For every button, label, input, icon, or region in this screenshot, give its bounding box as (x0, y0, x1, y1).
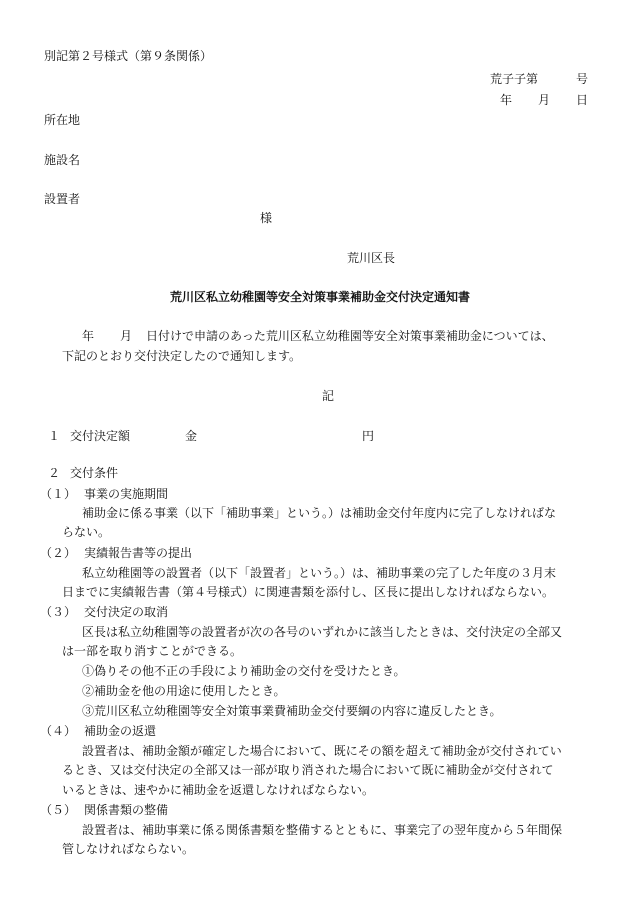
founder-label: 設置者 (44, 192, 81, 206)
condition-number: （２） (40, 546, 77, 560)
address-label: 所在地 (44, 113, 81, 127)
condition-text-line: 補助金に係る事業（以下「補助事業」という。）は補助金交付年度内に完了しなければな (82, 506, 557, 520)
section1-label: 交付決定額 (70, 429, 131, 443)
condition-text-line: らない。 (62, 525, 111, 539)
condition-title: 交付決定の取消 (84, 605, 169, 619)
date-month: 月 (538, 93, 551, 107)
condition-number: （４） (40, 724, 77, 738)
condition-text-line: るとき、又は交付決定の全部又は一部が取り消された場合において既に補助金が交付されて (62, 763, 554, 777)
ki-label: 記 (322, 389, 335, 403)
condition-text-line: 管しなければならない。 (62, 842, 195, 856)
document-title: 荒川区私立幼稚園等安全対策事業補助金交付決定通知書 (170, 290, 471, 304)
condition-text-line: 日までに実績報告書（第４号様式）に関連書類を添付し、区長に提出しなければならない。 (62, 585, 555, 599)
condition-number: （５） (40, 803, 77, 817)
condition-title: 関係書類の整備 (84, 803, 169, 817)
intro-year: 年 (82, 329, 95, 343)
section2-label: 交付条件 (70, 466, 119, 480)
condition-number: （１） (40, 487, 77, 501)
condition-subitem: ②補助金を他の用途に使用したとき。 (82, 684, 286, 698)
condition-subitem: ①偽りその他不正の手段により補助金の交付を受けたとき。 (82, 664, 406, 678)
intro-line2: 下記のとおり交付決定したので通知します。 (62, 349, 302, 363)
document-number-prefix: 荒子子第 (490, 72, 539, 86)
section1-kin: 金 (185, 429, 198, 443)
date-day: 日 (576, 93, 589, 107)
date-year: 年 (500, 93, 513, 107)
section1-number: １ (48, 429, 61, 443)
condition-title: 補助金の返還 (84, 724, 157, 738)
condition-text-line: 私立幼稚園等の設置者（以下「設置者」という。）は、補助事業の完了した年度の３月末 (82, 566, 557, 580)
condition-text-line: 設置者は、補助金額が確定した場合において、既にその額を超えて補助金が交付されてい (82, 744, 562, 758)
document-number-suffix: 号 (576, 72, 589, 86)
condition-subitem: ③荒川区私立幼稚園等安全対策事業費補助金交付要綱の内容に違反したとき。 (82, 704, 502, 718)
section2-number: ２ (48, 466, 61, 480)
condition-text-line: は一部を取り消すことができる。 (62, 644, 243, 658)
condition-title: 実績報告書等の提出 (84, 546, 193, 560)
facility-label: 施設名 (44, 153, 81, 167)
sender: 荒川区長 (347, 251, 396, 265)
condition-title: 事業の実施期間 (84, 487, 169, 501)
condition-text-line: いるときは、速やかに補助金を返還しなければならない。 (62, 783, 375, 797)
condition-number: （３） (40, 605, 77, 619)
honorific: 様 (260, 211, 273, 225)
form-label: 別記第２号様式（第９条関係） (44, 49, 213, 63)
section1-yen: 円 (362, 429, 375, 443)
intro-line1: 日付けで申請のあった荒川区私立幼稚園等安全対策事業補助金については、 (146, 329, 554, 343)
condition-text-line: 区長は私立幼稚園等の設置者が次の各号のいずれかに該当したときは、交付決定の全部又 (82, 625, 563, 639)
intro-month: 月 (120, 329, 133, 343)
condition-text-line: 設置者は、補助事業に係る関係書類を整備するとともに、事業完了の翌年度から５年間保 (82, 823, 563, 837)
